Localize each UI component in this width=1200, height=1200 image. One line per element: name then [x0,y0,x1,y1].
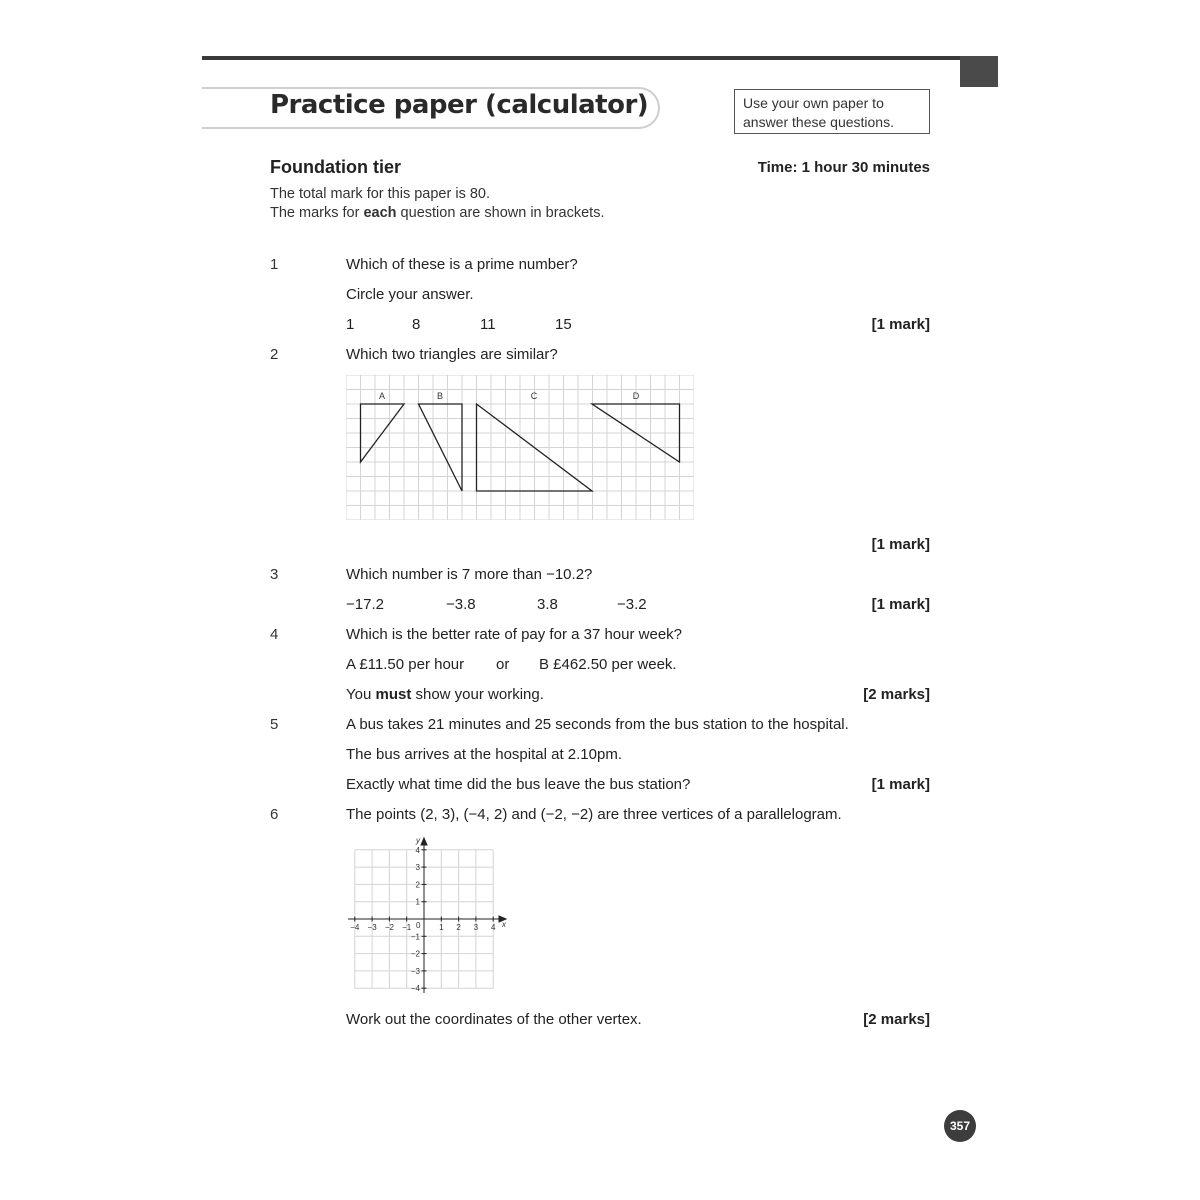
question-3-number: 3 [270,566,279,583]
question-2-number: 2 [270,346,279,363]
question-4-or: or [496,656,510,673]
x-tick-label: −4 [350,923,360,932]
corner-tab [960,56,998,87]
y-tick-label: 3 [415,863,420,873]
instruction-box [734,89,930,134]
question-2-mark: [1 mark] [871,536,930,553]
question-3-option-2[interactable]: −3.8 [446,596,476,613]
y-tick-label: 2 [415,880,420,890]
coordinate-grid-figure [344,835,514,997]
question-1-mark: [1 mark] [871,316,930,333]
x-tick-label: 3 [473,923,479,932]
intro-text [270,185,604,223]
y-tick-label: 4 [415,845,420,855]
question-4-option-a: A £11.50 per hour [346,656,465,673]
question-4-number: 4 [270,626,279,643]
question-4-working: You must show your working. [346,686,544,703]
question-1-option-3[interactable]: 11 [480,316,496,333]
x-tick-label: −2 [384,923,394,932]
triangle-b-label: B [436,391,444,401]
question-3-option-3[interactable]: 3.8 [537,596,558,613]
question-5-line-2: The bus arrives at the hospital at 2.10pm. [346,746,622,763]
question-1-number: 1 [270,256,279,273]
instruction-line-1: Use your own paper to [743,95,884,111]
triangle-d-label: D [632,391,640,401]
question-5-line-1: A bus takes 21 minutes and 25 seconds from the bus station to the hospital. [346,716,849,733]
top-rule [202,56,998,60]
triangle-a-label: A [378,391,386,401]
question-5-line-3: Exactly what time did the bus leave the bus station? [346,776,691,793]
y-tick-label: −3 [410,966,420,976]
question-1-option-1[interactable]: 1 [346,316,355,333]
question-4-mark: [2 marks] [863,686,930,703]
x-tick-label: −3 [367,923,377,932]
x-axis-label: x [502,920,506,929]
question-1-text: Which of these is a prime number? [346,256,578,273]
y-tick-label: −1 [410,932,420,942]
y-tick-label: −2 [410,949,420,959]
question-1-option-4[interactable]: 15 [555,316,572,333]
question-6-instruction: Work out the coordinates of the other vertex. [346,1011,642,1028]
page-number: 357 [944,1110,976,1142]
triangle-c-label: C [530,391,538,401]
x-tick-label: 2 [456,923,461,932]
question-1-instruction: Circle your answer. [346,286,474,303]
y-tick-label: −4 [410,984,420,994]
question-5-number: 5 [270,716,279,733]
x-tick-label: −1 [402,923,412,932]
x-tick-label: 1 [439,923,444,932]
y-tick-label: 1 [415,897,420,907]
time-allowed: Time: 1 hour 30 minutes [757,159,930,176]
tier-heading: Foundation tier [270,157,401,177]
y-axis-arrow [421,838,427,845]
origin-label: 0 [416,921,421,930]
question-6-mark: [2 marks] [863,1011,930,1028]
question-4-option-b: B £462.50 per week. [539,656,677,673]
question-6-text: The points (2, 3), (−4, 2) and (−2, −2) are three vertices of a parallelogram. [346,806,842,823]
question-3-option-4[interactable]: −3.2 [617,596,647,613]
question-3-text: Which number is 7 more than −10.2? [346,566,593,583]
intro-line-1: The total mark for this paper is 80. [270,186,491,202]
question-4-text: Which is the better rate of pay for a 37 hour week? [346,626,683,643]
question-3-mark: [1 mark] [871,596,930,613]
question-3-option-1[interactable]: −17.2 [346,596,384,613]
triangles-grid-figure [346,375,694,520]
x-tick-label: 4 [490,923,496,932]
instruction-line-2: answer these questions. [743,114,894,130]
question-2-text: Which two triangles are similar? [346,346,558,363]
intro-line-2: The marks for each question are shown in brackets. [270,205,605,221]
question-5-mark: [1 mark] [871,776,930,793]
question-1-option-2[interactable]: 8 [412,316,421,333]
question-6-number: 6 [270,806,279,823]
grid-lines [346,375,694,520]
page-title: Practice paper (calculator) [270,90,649,120]
y-axis-label: y [416,836,420,845]
